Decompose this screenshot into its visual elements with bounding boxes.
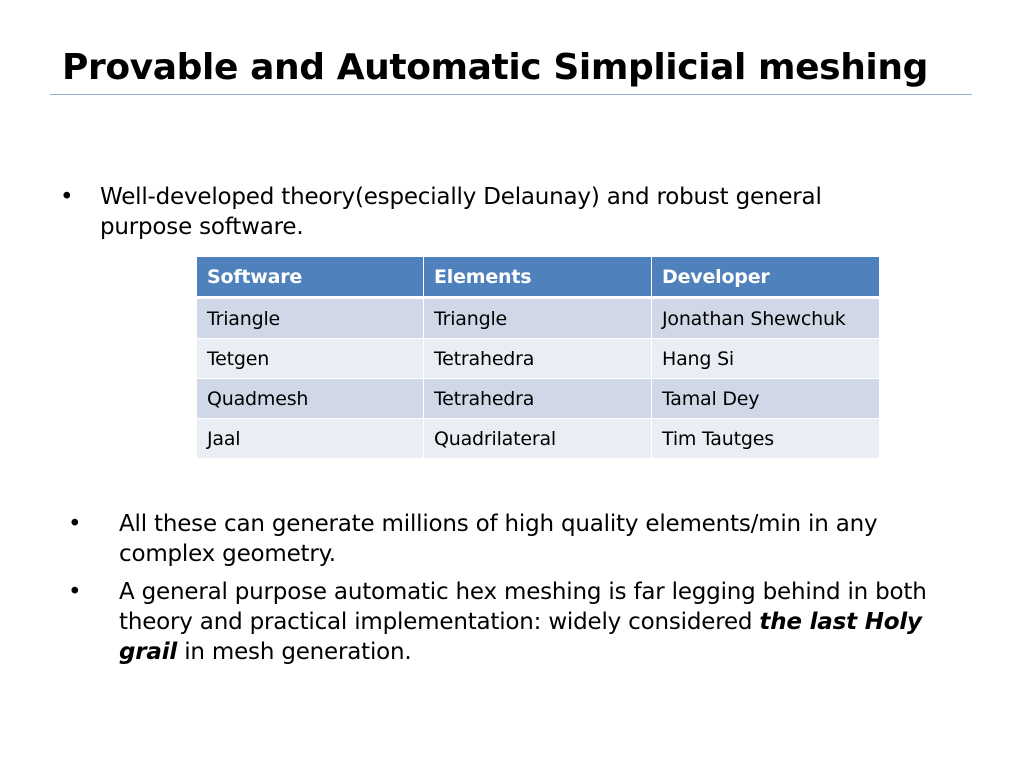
cell-elements: Tetrahedra xyxy=(424,379,652,419)
table-row xyxy=(197,419,880,459)
header-elements: Elements xyxy=(424,257,652,298)
cell-developer: Tim Tautges xyxy=(652,419,880,459)
title-divider xyxy=(50,94,972,95)
table-row xyxy=(197,379,880,419)
cell-developer: Hang Si xyxy=(652,339,880,379)
slide-title: Provable and Automatic Simplicial meshing xyxy=(62,47,928,88)
bullet-icon: • xyxy=(60,184,74,210)
emphasis-text: the last Holy grail xyxy=(119,609,922,665)
cell-developer: Tamal Dey xyxy=(652,379,880,419)
bullet-text-start: A general purpose automatic hex meshing is far legging behind in both theory and practical implementation: widely considered xyxy=(119,579,927,635)
bullet-text: Well-developed theory(especially Delaunay) and robust general purpose software. xyxy=(100,184,822,240)
cell-elements: Triangle xyxy=(424,298,652,339)
header-developer: Developer xyxy=(652,257,880,298)
cell-elements: Quadrilateral xyxy=(424,419,652,459)
cell-elements: Tetrahedra xyxy=(424,339,652,379)
cell-software: Tetgen xyxy=(197,339,424,379)
table-row xyxy=(197,298,880,339)
bullet-item-generation xyxy=(68,509,958,569)
table-header-row xyxy=(197,257,880,298)
bullet-text-end: in mesh generation. xyxy=(177,639,412,665)
bullet-item-software xyxy=(60,182,920,242)
table-row xyxy=(197,339,880,379)
bullet-text: All these can generate millions of high quality elements/min in any complex geometry. xyxy=(119,511,878,567)
cell-software: Quadmesh xyxy=(197,379,424,419)
bullet-icon: • xyxy=(68,511,82,537)
bullet-text xyxy=(119,577,958,667)
bullet-item-hex-meshing xyxy=(68,577,958,667)
software-table xyxy=(196,256,880,459)
header-software: Software xyxy=(197,257,424,298)
cell-software: Triangle xyxy=(197,298,424,339)
bullet-icon: • xyxy=(68,579,82,605)
cell-software: Jaal xyxy=(197,419,424,459)
cell-developer: Jonathan Shewchuk xyxy=(652,298,880,339)
